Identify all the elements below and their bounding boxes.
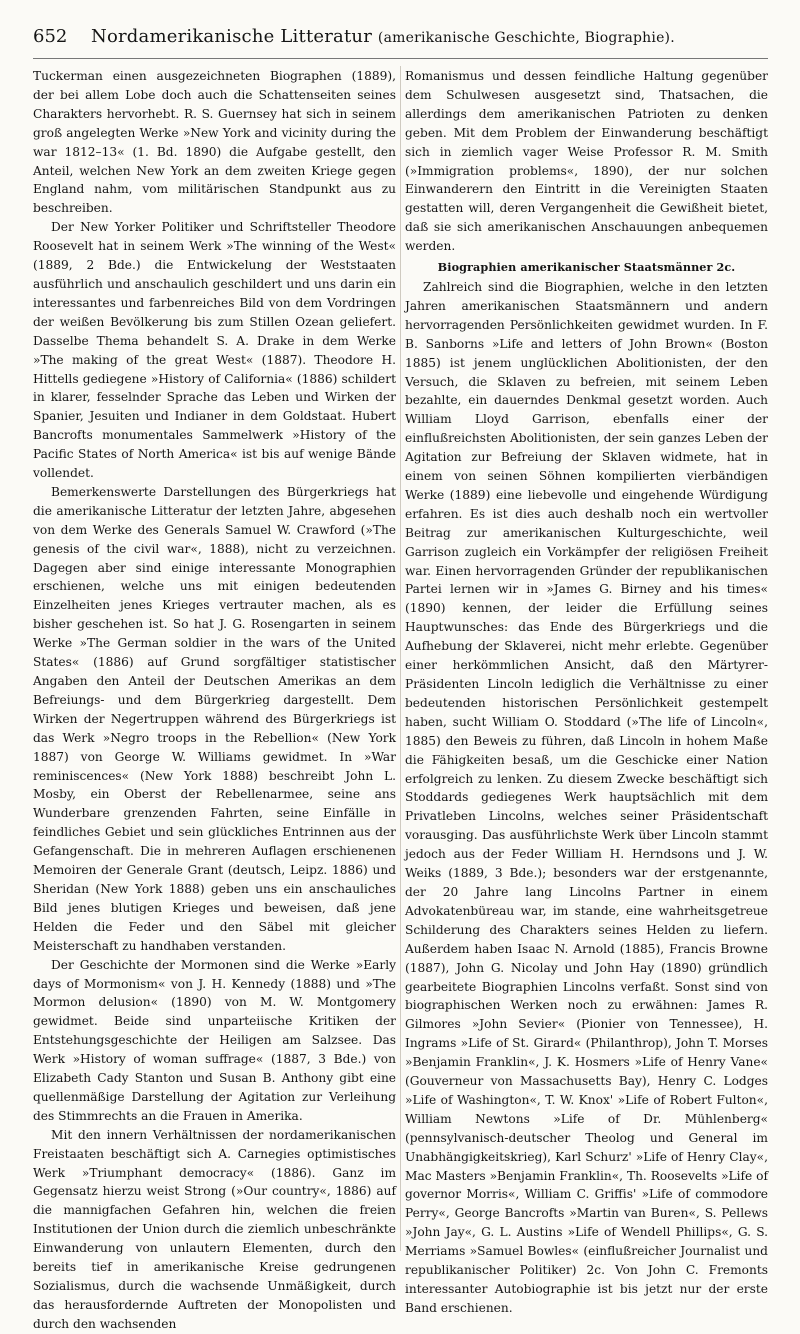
paragraph: Der Geschichte der Mormonen sind die Werke »Early days of Mormonism« von J. H. Kennedy (1888) und »The Mormon delusion« (1890) von M. W. Montgomery gewidmet. Beide sind unparteiische Kritiken der Entstehungsgeschichte der Heiligen am Salzsee. Das Werk »History of woman suffrage« (1887, 3 Bde.) von Elizabeth Cady Stanton und Susan B. Anthony gibt eine quellenmäßige Darstellung der Agitation zur Verleihung des Stimmrechts an die Frauen in Amerika. (33, 957, 396, 1123)
section-heading: Biographien amerikanischer Staatsmänner 2c. (437, 260, 736, 275)
running-title-main: Nordamerikanische Litteratur (91, 26, 372, 47)
paragraph: Tuckerman einen ausgezeichneten Biographen (1889), der bei allem Lobe doch auch die Schattenseiten seines Charakters hervorhebt. R. S. Guernsey hat sich in seinem groß angelegten Werke »New York and vicinity during the war 1812–13« (1. Bd. 1890) die Aufgabe gestellt, den Anteil, welchen New York an dem zweiten Kriege gegen England nahm, vom militärischen Standpunkt aus zu beschreiben. (33, 69, 396, 216)
paragraph: Zahlreich sind die Biographien, welche in den letzten Jahren amerikanischen Staatsmännern und andern hervorragenden Persönlichkeiten gewidmet wurden. In F. B. Sanborns »Life and letters of John Brown« (Boston 1885) ist jenem unglücklichen Abolitionisten, der den Versuch, die Sklaven zu befreien, mit seinem Leben bezahlte, ein dauerndes Denkmal gesetzt worden. Auch William Lloyd Garrison, ebenfalls einer der einflußreichsten Abolitionisten, der sein ganzes Leben der Agitation zur Befreiung der Sklaven widmete, hat in einem von seinen Söhnen kompilierten vierbändigen Werke (1889) eine liebevolle und eingehende Würdigung erfahren. Es ist dies auch deshalb noch ein wertvoller Beitrag zur amerikanischen Kulturgeschichte, weil Garrison zugleich ein Vorkämpfer der religiösen Freiheit war. Einen hervorragenden Gründer der republikanischen Partei lernen wir in »James G. Birney and his times« (1890) kennen, der leider die Erfüllung seines Hauptwunsches: das Ende des Bürgerkriegs und die Aufhebung der Sklaverei, nicht mehr erlebte. Gegenüber einer herkömmlichen Ansicht, daß den Märtyrer-Präsidenten Lincoln lediglich die Verhältnisse zu einer bedeutenden historischen Persönlichkeit gestempelt haben, sucht William O. Stoddard (»The life of Lincoln«, 1885) den Beweis zu führen, daß Lincoln in hohem Maße die Fähigkeiten besaß, um die Geschicke einer Nation erfolgreich zu lenken. Zu diesem Zwecke beschäftigt sich Stoddards gediegenes Werk hauptsächlich mit dem Privatleben Lincolns, welches seiner Präsidentschaft vorausging. Das ausführlichste Werk über Lincoln stammt jedoch aus der Feder William H. Herndsons und J. W. Weiks (1889, 3 Bde.); besonders war der erstgenannte, der 20 Jahre lang Lincolns Partner in einem Advokatenbüreau war, im stande, eine wahrheitsgetreue Schilderung des Charakters seines Helden zu liefern. Außerdem haben Isaac N. Arnold (1885), Francis Browne (1887), John G. Nicolay und John Hay (1890) gründlich gearbeitete Biographien Lincolns verfaßt. Sonst sind von biographischen Werken noch zu erwähnen: James R. Gilmores »John Sevier« (Pionier von Tennessee), H. Ingrams »Life of St. Girard« (Philanthrop), John T. Morses »Benjamin Franklin«, J. K. Hosmers »Life of Henry Vane« (Gouverneur von Massachusetts Bay), Henry C. Lodges »Life of Washington«, T. W. Knox' »Life of Robert Fulton«, William Newtons »Life of Dr. Mühlenberg« (pennsylvanisch-deutscher Theolog und General im Unabhängigkeitskrieg), Karl Schurz' »Life of Henry Clay«, Mac Masters »Benjamin Franklin«, Th. Roosevelts »Life of governor Morris«, William C. Griffis' »Life of commodore Perry«, George Bancrofts »Martin van Buren«, S. Pellews »John Jay«, G. L. Austins »Life of Wendell Phillips«, G. S. Merriams »Samuel Bowles« (einflußreicher Journalist und republikanischer Politiker) 2c. Von John C. Fremonts interessanter Autobiographie ist bis jetzt nur der erste Band erschienen. (405, 279, 768, 1315)
right-column (405, 67, 768, 1334)
paragraph: Mit den innern Verhältnissen der nordamerikanischen Freistaaten beschäftigt sich A. Carnegies optimistisches Werk »Triumphant democracy« (1886). Ganz im Gegensatz hierzu weist Strong (»Our country«, 1886) auf die mannigfachen Gefahren hin, welchen die freien Institutionen der Union durch die ziemlich unbeschränkte Einwanderung von unlautern Elementen, durch den bereits tief in amerikanische Kreise gedrungenen Sozialismus, durch die wachsende Unmäßigkeit, durch das herausfordernde Auftreten der Monopolisten und durch den wachsenden (33, 1127, 396, 1331)
running-title (91, 26, 768, 47)
page-number: 652 (33, 26, 68, 47)
paragraph: Romanismus und dessen feindliche Haltung gegenüber dem Schulwesen ausgesetzt sind, Thatsachen, die allerdings dem amerikanischen Patrioten zu denken geben. Mit dem Problem der Einwanderung beschäftigt sich in ziemlich vager Weise Professor R. M. Smith (»Immigration problems«, 1890), der nur solchen Einwanderern den Eintritt in die Vereinigten Staaten gestatten will, deren Vergangenheit die Gewißheit bietet, daß sie sich amerikanischen Anschauungen anbequemen werden. (405, 69, 768, 254)
left-column (33, 67, 396, 1334)
paragraph: Bemerkenswerte Darstellungen des Bürgerkriegs hat die amerikanische Litteratur der letzten Jahre, abgesehen von dem Werke des Generals Samuel W. Crawford (»The genesis of the civil war«, 1888), nicht zu verzeichnen. Dagegen aber sind einige interessante Monographien erschienen, welche uns mit einigen bedeutenden Einzelheiten jenes Krieges vertrauter machen, als es bisher geschehen ist. So hat J. G. Rosengarten in seinem Werke »The German soldier in the wars of the United States« (1886) auf Grund sorgfältiger statistischer Angaben den Anteil der Deutschen Amerikas an dem Befreiungs- und dem Bürgerkrieg dargestellt. Dem Wirken der Negertruppen während des Bürgerkriegs ist das Werk »Negro troops in the Rebellion« (New York 1887) von George W. Williams gewidmet. In »War reminiscences« (New York 1888) beschreibt John L. Mosby, ein Oberst der Rebellenarmee, seine ans Wunderbare grenzenden Fahrten, seine Einfälle in feindliches Gebiet und sein glückliches Entrinnen aus der Gefangenschaft. Die in mehreren Auflagen erschienenen Memoiren der Generale Grant (deutsch, Leipz. 1886) und Sheridan (New York 1888) geben uns ein anschauliches Bild jenes blutigen Krieges und beweisen, daß jene Helden die Feder und den Säbel mit gleicher Meisterschaft zu handhaben verstanden. (33, 484, 396, 953)
paragraph: Der New Yorker Politiker und Schriftsteller Theodore Roosevelt hat in seinem Werk »The winning of the West« (1889, 2 Bde.) die Entwickelung der Weststaaten ausführlich und anschaulich geschildert und uns darin ein interessantes und farbenreiches Bild von dem Vordringen der weißen Bevölkerung bis zum Stillen Ozean geliefert. Dasselbe Thema behandelt S. A. Drake in dem Werke »The making of the great West« (1887). Theodore H. Hittells gediegene »History of California« (1886) schildert in klarer, fesselnder Sprache das Leben und Wirken der Spanier, Jesuiten und Indianer in dem Goldstaat. Hubert Bancrofts monumentales Sammelwerk »History of the Pacific States of North America« ist bis auf wenige Bände vollendet. (33, 220, 396, 481)
running-title-subtitle: (amerikanische Geschichte, Biographie). (377, 30, 675, 46)
column-divider (400, 66, 401, 1251)
page-header (33, 26, 768, 59)
